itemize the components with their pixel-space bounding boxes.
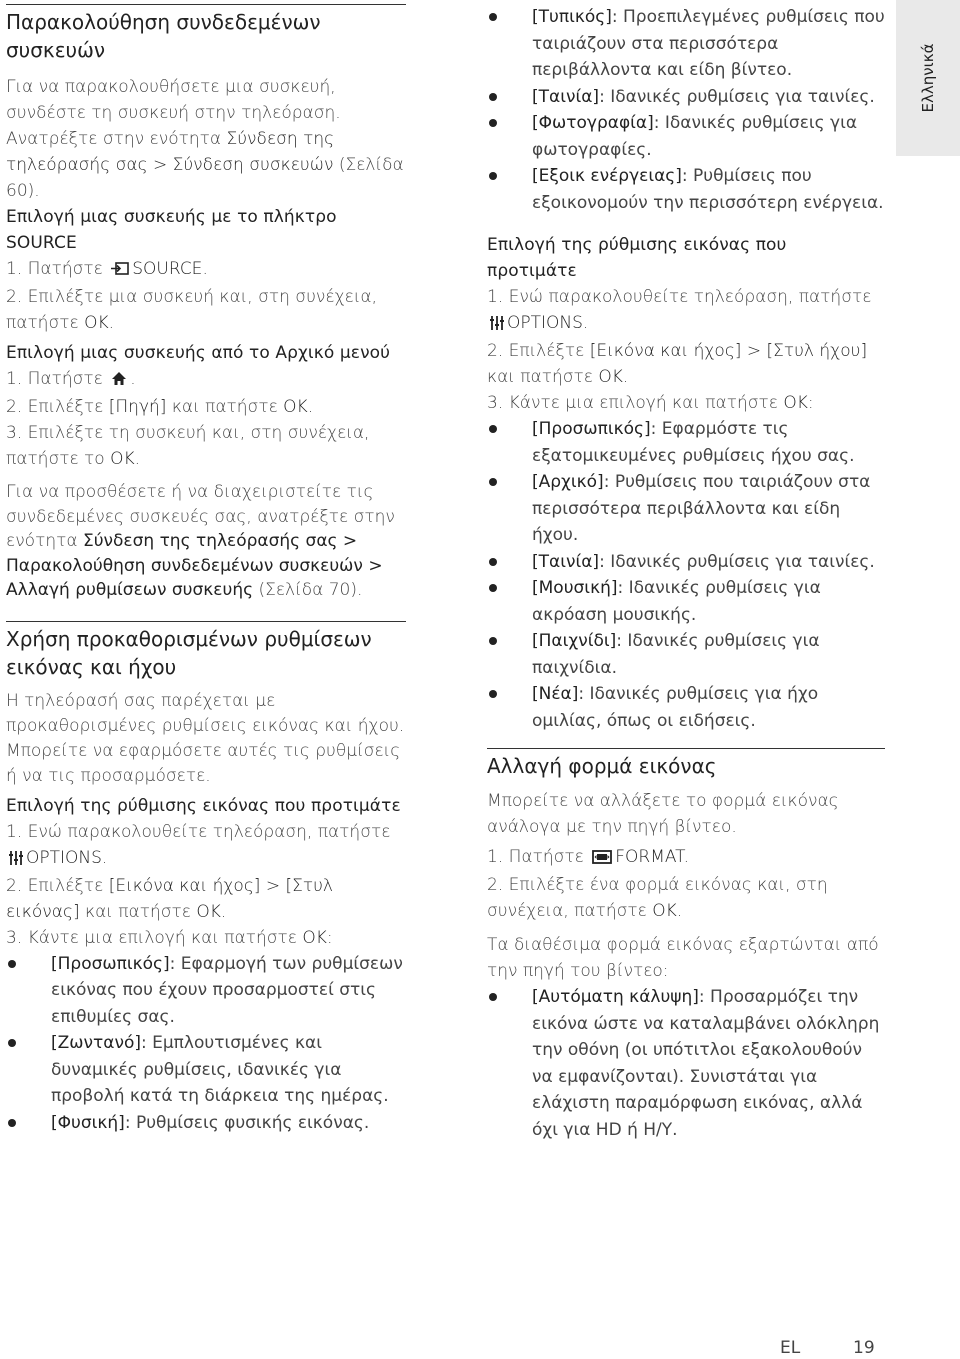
list-item-name: [Μουσική] — [532, 578, 618, 598]
bullet — [489, 425, 497, 433]
list-item-desc: : Προσαρμόζει την εικόνα ώστε να καταλαμβάνει ολόκληρη την οθόνη (οι υπότιτλοι εξακολουθούν να εμφανίζονται). Συνιστάται για ελάχιστη παραμόρφωση εικόνας, αλλά όχι για HD ή Η/Υ. — [532, 987, 880, 1140]
list-item-name: [Εξοικ ενέργειας] — [532, 166, 682, 186]
list-item-name: [Αυτόματη κάλυψη] — [532, 987, 699, 1007]
section-title-presets: Χρήση προκαθορισμένων ρυθμίσεων εικόνας και ήχου — [6, 626, 372, 679]
list-item-desc: : Ιδανικές ρυθμίσεις για ταινίες. — [599, 86, 875, 107]
bullet — [489, 637, 497, 645]
bullet — [489, 993, 497, 1001]
list-item — [6, 951, 406, 1031]
step-b3 — [6, 420, 406, 472]
section-title-connected-devices: Παρακολούθηση συνδεδεμένων συσκευών — [6, 10, 321, 62]
bullet — [489, 119, 497, 127]
list-item-desc: : Ιδανικές ρυθμίσεις για παιχνίδια. — [532, 631, 820, 678]
format-available-note: Τα διαθέσιμα φορμά εικόνας εξαρτώνται από την πηγή του βίντεο: — [487, 935, 879, 981]
format-step-1 — [487, 844, 885, 872]
list-item-desc: : Προεπιλεγμένες ρυθμίσεις που ταιριάζουν στα περισσότερα περιβάλλοντα και είδη βίντεο. — [532, 7, 885, 80]
list-item — [487, 549, 885, 576]
step-text-end: . — [130, 369, 136, 389]
list-item-name: [Νέα] — [532, 684, 579, 704]
footer-language-code: EL — [780, 1338, 801, 1358]
list-item — [487, 110, 885, 163]
step-text: 1. Ενώ παρακολουθείτε τηλεόραση, πατήστε — [6, 821, 391, 842]
picture-style-list-continued — [487, 4, 885, 216]
list-item — [487, 575, 885, 628]
step-text-end: . — [683, 847, 689, 867]
step-b1 — [6, 366, 406, 394]
step-text: 1. Ενώ παρακολουθείτε τηλεόραση, πατήστε — [487, 287, 872, 307]
step-text: 2. Επιλέξτε μια συσκευή και, στη συνέχεια, πατήστε — [6, 287, 378, 333]
options-icon — [490, 312, 504, 338]
bullet — [489, 172, 497, 180]
picture-step-3 — [6, 925, 406, 951]
bullet — [8, 960, 16, 968]
presets-intro: Η τηλεόρασή σας παρέχεται με προκαθορισμένες ρυθμίσεις εικόνας και ήχου. Μπορείτε να εφαρμόσετε αυτές τις ρυθμίσεις ή να τις προσαρμόσετε. — [6, 690, 405, 786]
format-key-label: FORMAT — [615, 847, 684, 867]
step-text: 1. Πατήστε — [6, 259, 109, 279]
right-column — [487, 0, 885, 1143]
step-text-end: . — [202, 259, 208, 279]
list-item-desc: : Ιδανικές ρυθμίσεις για ταινίες. — [599, 551, 875, 572]
step-text-end: . — [582, 313, 589, 333]
ok-key-label: OK — [84, 313, 109, 333]
list-item-name: [Προσωπικός] — [532, 419, 651, 439]
manage-paragraph — [6, 480, 406, 603]
ok-key-label: OK — [110, 449, 135, 469]
list-item-desc: : Ιδανικές ρυθμίσεις για ακρόαση μουσικής. — [532, 578, 821, 625]
list-item-name: [Παιχνίδι] — [532, 631, 617, 651]
source-key-label: SOURCE — [132, 259, 203, 279]
subheading-picture-style: Επιλογή της ρύθμισης εικόνας που προτιμάτε — [6, 795, 401, 816]
step-text: 3. Κάντε μια επιλογή και πατήστε — [6, 927, 303, 948]
manage-page-ref: (Σελίδα 70). — [253, 580, 363, 600]
step-a2 — [6, 284, 406, 336]
list-item-desc: : Ιδανικές ρυθμίσεις για φωτογραφίες. — [532, 113, 858, 160]
section-rule — [6, 621, 406, 622]
format-icon — [592, 846, 612, 872]
step-text: 1. Πατήστε — [487, 847, 590, 867]
bullet — [8, 1039, 16, 1047]
step-text-end: : — [807, 393, 814, 413]
home-icon — [111, 368, 127, 394]
list-item-name: [Φυσική] — [51, 1112, 125, 1133]
step-text-end: . — [307, 397, 314, 417]
ok-key-label: OK — [598, 367, 623, 387]
step-a1 — [6, 256, 406, 284]
list-item-name: [Αρχικό] — [532, 472, 604, 492]
bullet — [8, 1119, 16, 1127]
list-item-name: [Ταινία] — [532, 86, 600, 107]
language-tab — [896, 0, 960, 156]
step-text: και πατήστε — [166, 397, 284, 417]
sound-style-list — [487, 416, 885, 734]
page-number: 19 — [853, 1338, 875, 1358]
options-icon — [9, 847, 23, 873]
step-text: 2. Επιλέξτε — [6, 875, 109, 896]
picture-style-list — [6, 951, 406, 1137]
step-b2 — [6, 394, 406, 420]
step-text-end: . — [134, 449, 141, 469]
left-column — [6, 0, 406, 1136]
section-rule — [487, 748, 885, 749]
step-text-end: . — [108, 313, 114, 333]
ok-key-label: OK — [652, 901, 677, 921]
step-text: 1. Πατήστε — [6, 369, 109, 389]
manage-text: Για να προσθέσετε ή να διαχειριστείτε τις συνδεδεμένες συσκευές σας, ανατρέξτε στην ενότητα — [6, 482, 395, 551]
sound-step-3 — [487, 390, 885, 416]
list-item-desc: : Εφαρμόστε τις εξατομικευμένες ρυθμίσεις ήχου σας. — [532, 419, 855, 466]
options-key-label: OPTIONS — [507, 313, 583, 333]
list-item — [487, 163, 885, 216]
option-picture-style: [Εικόνα και ήχος] > [Στυλ εικόνας] — [6, 875, 333, 922]
step-text-end: : — [326, 927, 333, 948]
step-text-end: . — [101, 847, 108, 868]
step-text: 2. Επιλέξτε — [6, 397, 109, 417]
step-text: 3. Επιλέξτε τη συσκευή και, στη συνέχεια, πατήστε το — [6, 423, 370, 469]
step-text: 2. Επιλέξτε — [487, 341, 590, 361]
list-item — [487, 628, 885, 681]
sound-step-1 — [487, 284, 885, 338]
list-item — [487, 984, 885, 1143]
option-sound-style: [Εικόνα και ήχος] > [Στυλ ήχου] — [589, 341, 868, 361]
intro-text: Για να παρακολουθήσετε μια συσκευή, συνδέστε τη συσκευή στην τηλεόραση. Ανατρέξτε στην ενότητα — [6, 77, 341, 149]
list-item-desc: : Ρυθμίσεις που εξοικονομούν την περισσότερη ενέργεια. — [532, 166, 884, 213]
list-item-desc: : Ιδανικές ρυθμίσεις για ήχο ομιλίας, όπως οι ειδήσεις. — [532, 684, 819, 731]
format-intro: Μπορείτε να αλλάξετε το φορμά εικόνας ανάλογα με την πηγή βίντεο. — [487, 791, 839, 837]
ok-key-label: OK — [302, 927, 327, 948]
sound-step-2 — [487, 338, 885, 390]
list-item — [6, 1110, 406, 1137]
manage-crossref-link[interactable]: Σύνδεση της τηλεόρασής σας > Παρακολούθηση συνδεδεμένων συσκευών > Αλλαγή ρυθμίσεων συσκευής — [6, 531, 383, 600]
language-tab-label: Ελληνικά — [919, 43, 937, 113]
list-item-name: [Ζωντανό] — [51, 1033, 141, 1053]
option-source: [Πηγή] — [108, 397, 167, 417]
list-item-name: [Προσωπικός] — [51, 953, 170, 974]
list-item — [487, 416, 885, 469]
bullet — [489, 558, 497, 566]
intro-crossref-link[interactable]: Σύνδεση της τηλεόρασής σας > Σύνδεση συσκευών — [6, 129, 335, 175]
list-item — [487, 469, 885, 549]
subheading-sound-style: Επιλογή της ρύθμισης εικόνας που προτιμάτε — [487, 235, 787, 281]
picture-step-2 — [6, 873, 406, 925]
list-item — [487, 84, 885, 111]
section-title-picture-format: Αλλαγή φορμά εικόνας — [487, 754, 717, 778]
step-text-end: . — [220, 901, 227, 922]
bullet — [489, 478, 497, 486]
source-icon — [111, 258, 129, 284]
step-text-end: . — [676, 901, 683, 921]
list-item — [6, 1030, 406, 1110]
intro-page-ref: (Σελίδα 60). — [6, 155, 404, 201]
step-text: και πατήστε — [487, 367, 599, 387]
subheading-source-key: Επιλογή μιας συσκευής με το πλήκτρο SOURCE — [6, 207, 337, 253]
step-text: και πατήστε — [79, 901, 197, 922]
list-item-name: [Τυπικός] — [532, 7, 612, 27]
bullet — [489, 690, 497, 698]
bullet — [489, 13, 497, 21]
list-item-name: [Ταινία] — [532, 551, 600, 572]
format-step-2 — [487, 872, 885, 924]
step-text: 2. Επιλέξτε ένα φορμά εικόνας και, στη συνέχεια, πατήστε — [487, 875, 828, 921]
step-text-end: . — [622, 367, 629, 387]
list-item — [487, 4, 885, 84]
list-item-desc: : Ρυθμίσεις φυσικής εικόνας. — [124, 1112, 370, 1133]
picture-step-1 — [6, 819, 406, 873]
ok-key-label: OK — [283, 397, 308, 417]
ok-key-label: OK — [196, 901, 221, 922]
section-rule — [6, 4, 406, 5]
ok-key-label: OK — [783, 393, 808, 413]
list-item-desc: : Εμπλουτισμένες και δυναμικές ρυθμίσεις, ιδανικές για προβολή κατά τη διάρκεια της ημέρας. — [51, 1033, 389, 1106]
step-text: 3. Κάντε μια επιλογή και πατήστε — [487, 393, 784, 413]
bullet — [489, 93, 497, 101]
picture-format-list — [487, 984, 885, 1143]
list-item-desc: : Ρυθμίσεις που ταιριάζουν στα περισσότερα περιβάλλοντα και είδη ήχου. — [532, 472, 871, 545]
list-item — [487, 681, 885, 734]
options-key-label: OPTIONS — [26, 847, 102, 868]
list-item-name: [Φωτογραφία] — [532, 113, 654, 133]
list-item-desc: : Εφαρμογή των ρυθμίσεων εικόνας που έχουν προσαρμοστεί στις επιθυμίες σας. — [51, 953, 403, 1027]
subheading-home-menu: Επιλογή μιας συσκευής από το Αρχικό μενού — [6, 343, 391, 363]
bullet — [489, 584, 497, 592]
intro-paragraph — [6, 74, 406, 204]
